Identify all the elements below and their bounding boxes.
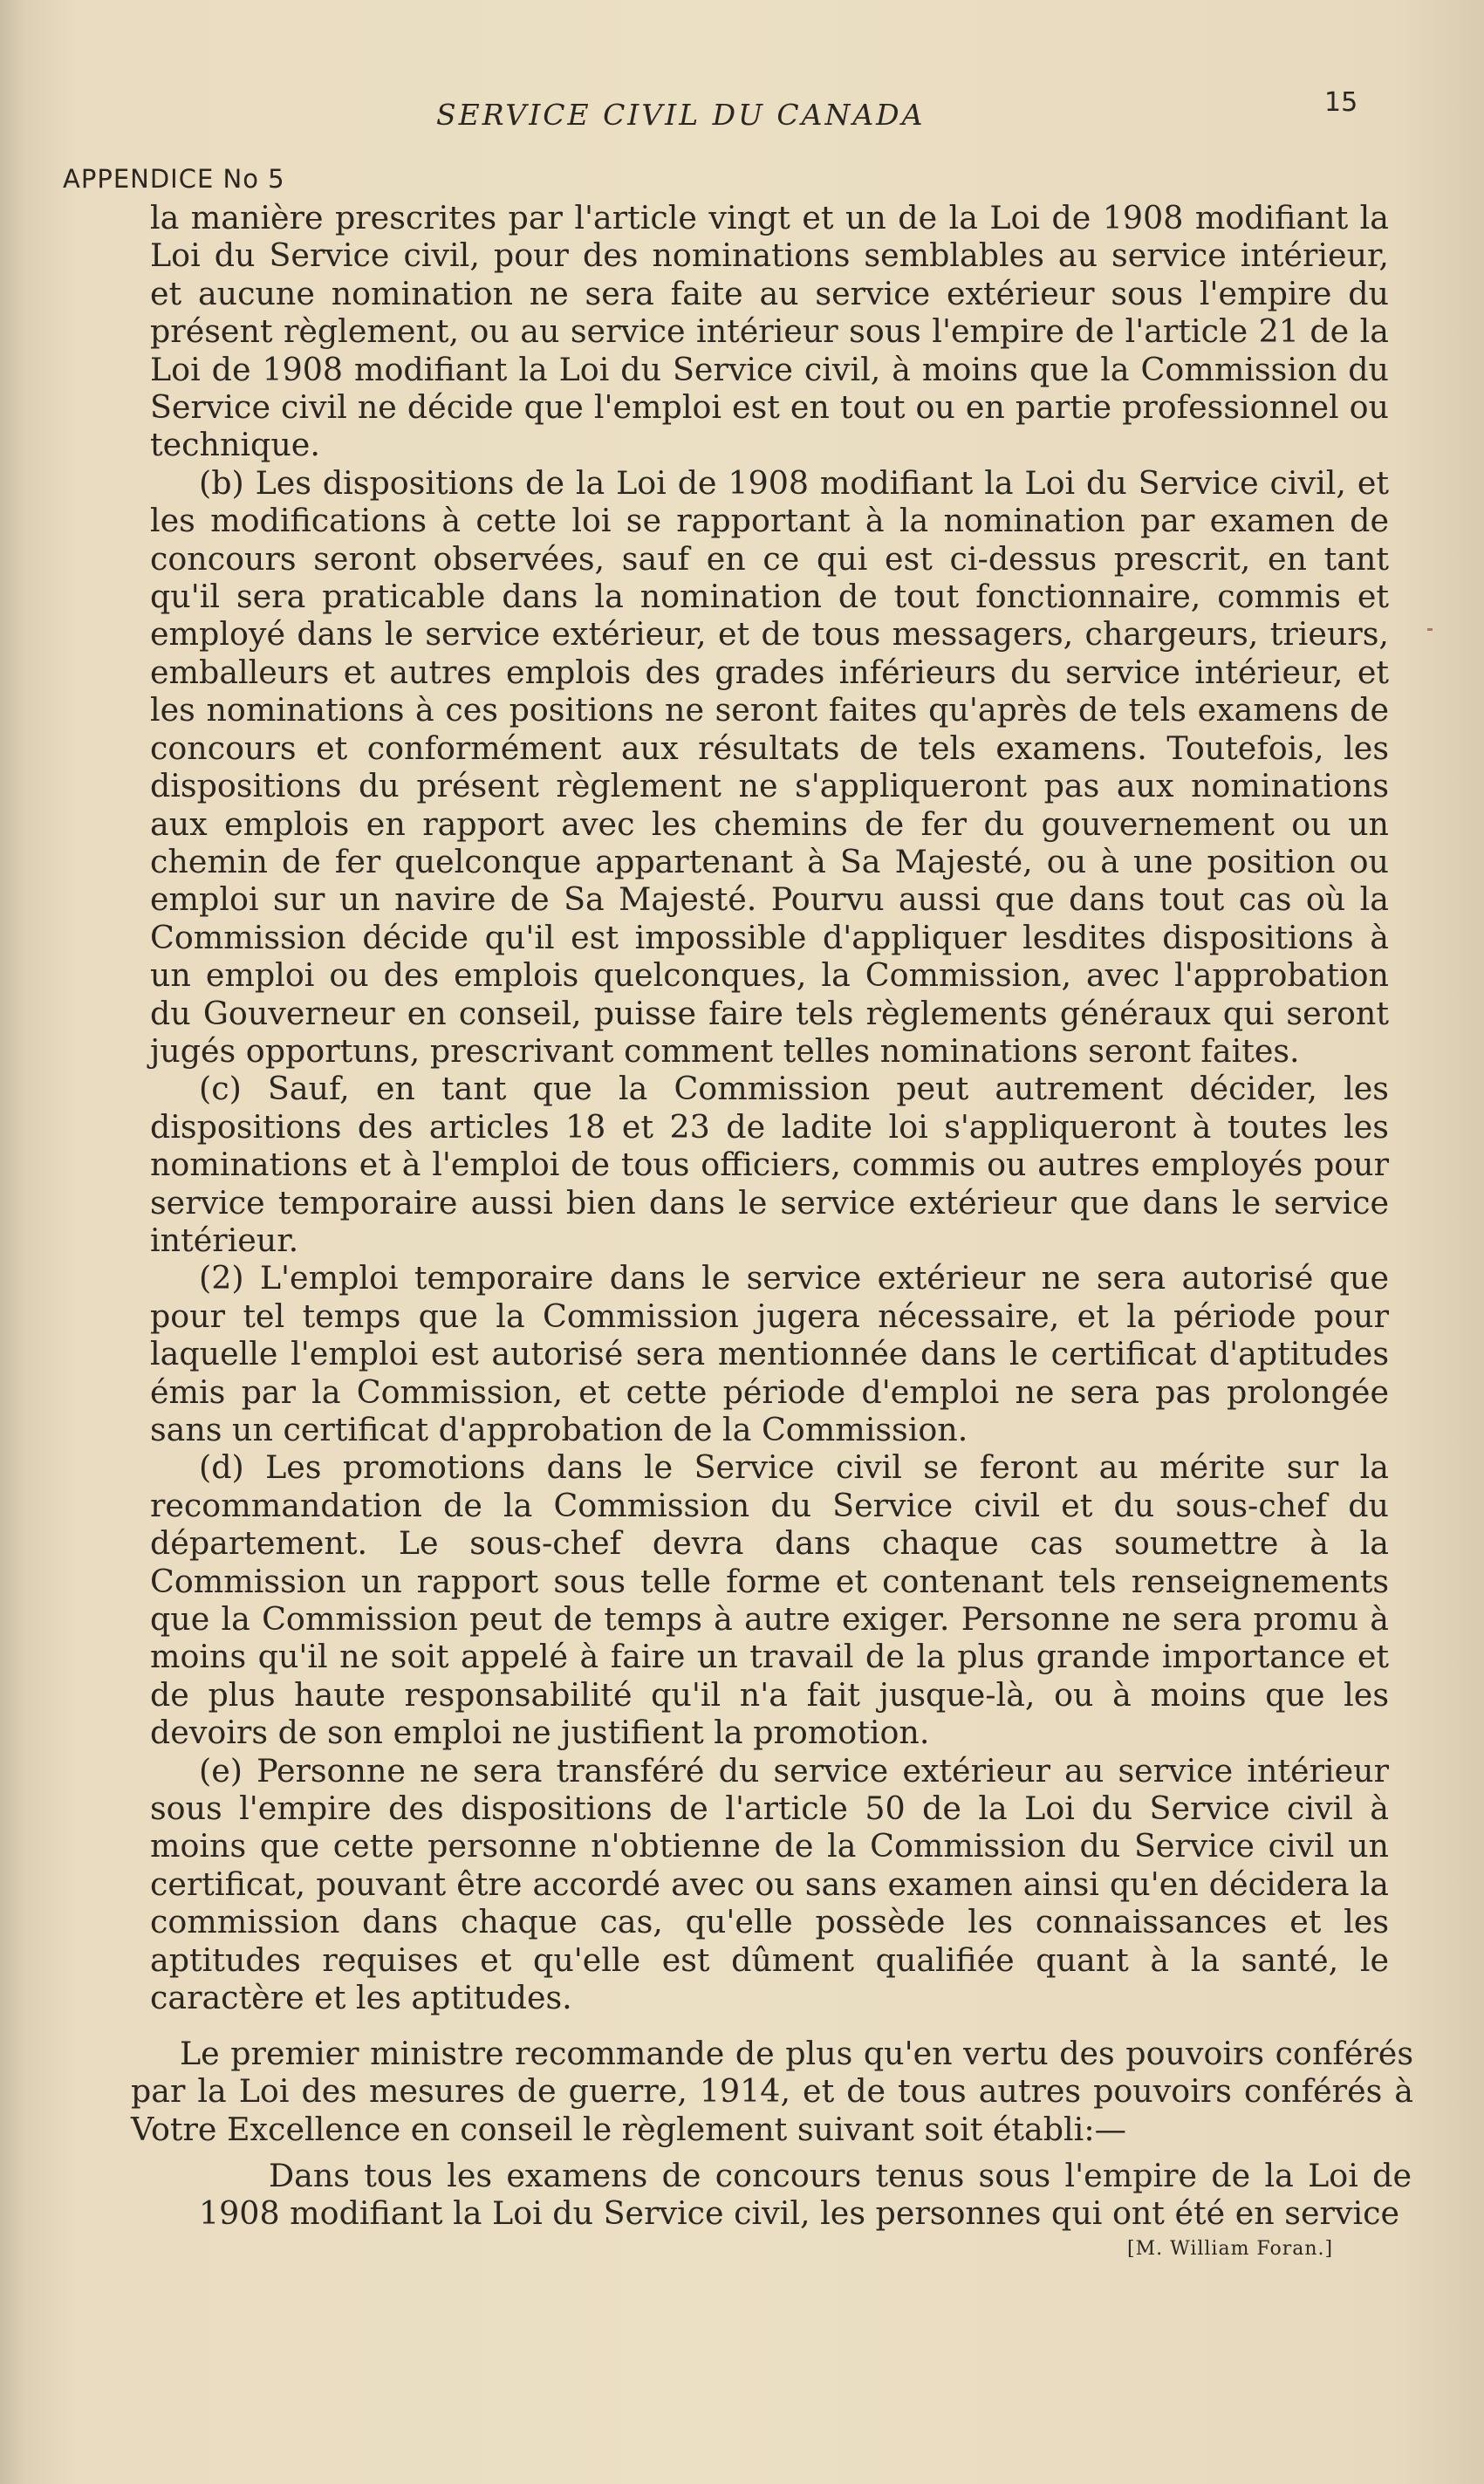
appendix-label: APPENDICE No 5 [63, 164, 285, 194]
paragraph-intro: la manière prescrites par l'article vingt et un de la Loi de 1908 modifiant la Loi du Service civil, pour des nominations semblables au service intérieur, et aucune nomination ne sera faite au service extérieur sous l'empire du présent règlement, ou au service intérieur sous l'empire de l'article 21 de la Loi de 1908 modifiant la Loi du Service civil, à moins que la Commission du Service civil ne décide que l'emploi est en tout ou en partie professionnel ou technique. [150, 199, 1389, 464]
body-text [150, 199, 1389, 2017]
margin-mark [1427, 628, 1433, 631]
page-header [0, 87, 1484, 140]
regulation-quote [199, 2157, 1412, 2233]
paragraph-d: (d) Les promotions dans le Service civil se feront au mérite sur la recommandation de la Commission du Service civil et du sous-chef du département. Le sous-chef devra dans chaque cas soumettre à la Commission un rapport sous telle forme et contenant tels renseignements que la Commission peut de temps à autre exiger. Personne ne sera promu à moins qu'il ne soit appelé à faire un travail de la plus grande importance et de plus haute responsabilité qu'il n'a fait jusque-là, ou à moins que les devoirs de son emploi ne justifient la promotion. [150, 1448, 1389, 1752]
paragraph-b: (b) Les dispositions de la Loi de 1908 modifiant la Loi du Service civil, et les modifications à cette loi se rapportant à la nomination par examen de concours seront observées, sauf en ce qui est ci-dessus prescrit, en tant qu'il sera praticable dans la nomination de tout fonctionnaire, commis et employé dans le service extérieur, et de tous messagers, chargeurs, trieurs, emballeurs et autres emplois des grades inférieurs du service intérieur, et les nominations à ces positions ne seront faites qu'après de tels examens de concours et conformément aux résultats de tels examens. Toutefois, les dispositions du présent règlement ne s'appliqueront pas aux nominations aux emplois en rapport avec les chemins de fer du gouvernement ou un chemin de fer quelconque appartenant à Sa Majesté, ou à une position ou emploi sur un navire de Sa Majesté. Pourvu aussi que dans tout cas où la Commission décide qu'il est impossible d'appliquer lesdites dispositions à un emploi ou des emplois quelconques, la Commission, avec l'approbation du Gouverneur en conseil, puisse faire tels règlements généraux qui seront jugés opportuns, prescrivant comment telles nominations seront faites. [150, 463, 1389, 1070]
recommendation-text [131, 2035, 1413, 2148]
paragraph-premier-ministre: Le premier ministre recommande de plus qu'en vertu des pouvoirs conférés par la Loi des mesures de guerre, 1914, et de tous autres pouvoirs conférés à Votre Excellence en conseil le règlement suivant soit établi:— [131, 2035, 1413, 2148]
page-number: 15 [1324, 87, 1358, 118]
paragraph-2: (2) L'emploi temporaire dans le service extérieur ne sera autorisé que pour tel temps que la Commission jugera nécessaire, et la période pour laquelle l'emploi est autorisé sera mentionnée dans le certificat d'aptitudes émis par la Commission, et cette période d'emploi ne sera pas prolongée sans un certificat d'approbation de la Commission. [150, 1259, 1389, 1448]
paragraph-e: (e) Personne ne sera transféré du service extérieur au service intérieur sous l'empire des dispositions de l'article 50 de la Loi du Service civil à moins que cette personne n'obtienne de la Commission du Service civil un certificat, pouvant être accordé avec ou sans examen ainsi qu'en décidera la commission dans chaque cas, qu'elle possède les connaissances et les aptitudes requises et qu'elle est dûment qualifiée quant à la santé, le caractère et les aptitudes. [150, 1751, 1389, 2017]
speaker-attribution: [M. William Foran.] [1127, 2238, 1334, 2260]
paragraph-final: Dans tous les examens de concours tenus sous l'empire de la Loi de 1908 modifiant la Loi du Service civil, les personnes qui ont été en service [199, 2157, 1412, 2233]
running-title: SERVICE CIVIL DU CANADA [436, 98, 926, 132]
paragraph-c: (c) Sauf, en tant que la Commission peut autrement décider, les dispositions des articles 18 et 23 de ladite loi s'appliqueront à toutes les nominations et à l'emploi de tous officiers, commis ou autres employés pour service temporaire aussi bien dans le service extérieur que dans le service intérieur. [150, 1070, 1389, 1259]
